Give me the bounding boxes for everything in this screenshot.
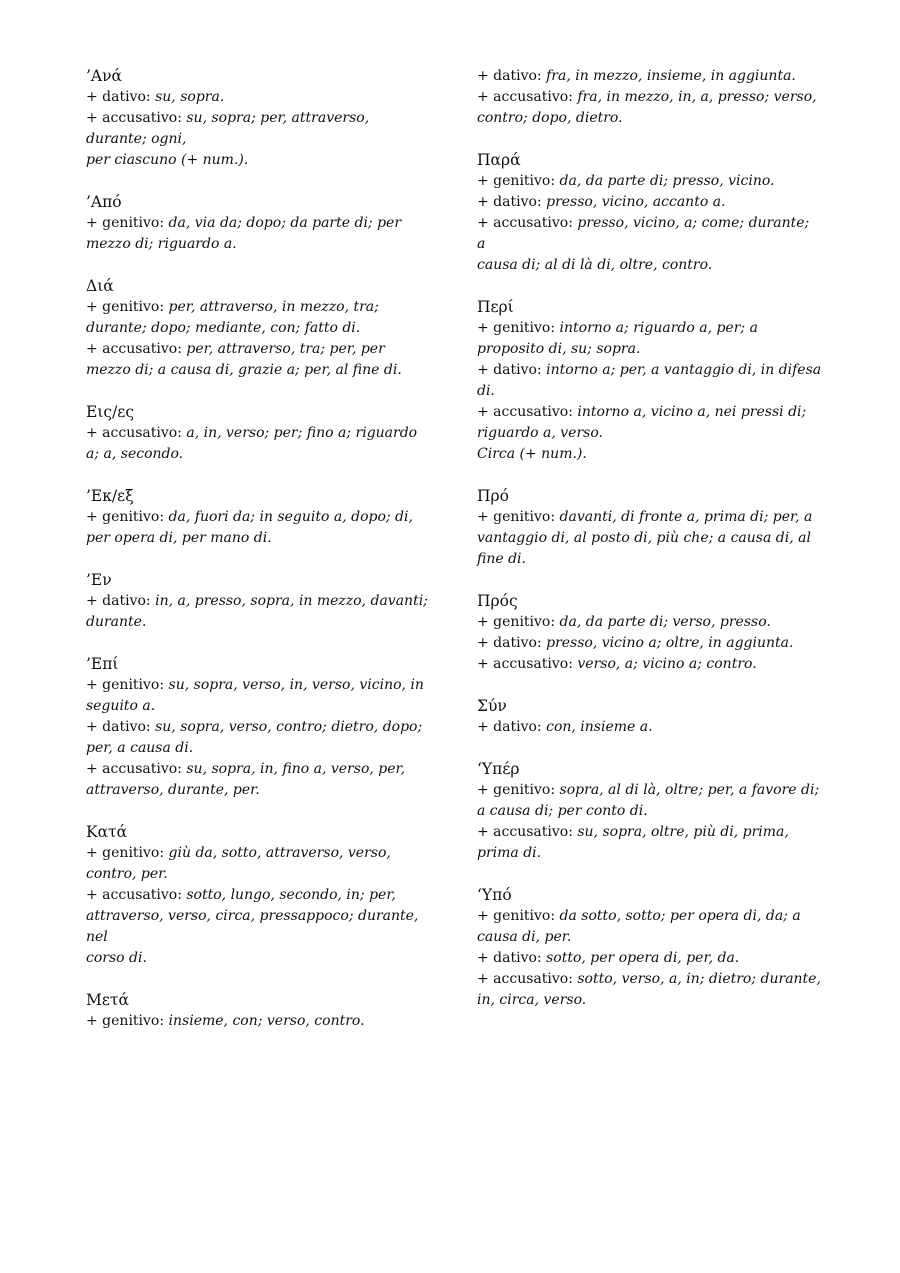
right-column [477, 66, 822, 1032]
meaning-gloss: da, via da; dopo; da parte di; per [168, 215, 402, 231]
meaning-gloss: vantaggio di, al posto di, più che; a causa di, al [477, 530, 811, 546]
meaning-line [86, 948, 431, 969]
meaning-gloss: per, a causa di. [86, 740, 194, 756]
meaning-line [86, 696, 431, 717]
case-label: + accusativo: [477, 971, 573, 987]
meaning-line [477, 948, 822, 969]
case-label: + genitivo: [86, 215, 165, 231]
meaning-line [86, 423, 431, 444]
meaning-gloss: per, attraverso, tra; per, per [186, 341, 385, 357]
meaning-gloss: su, sopra; per, attraverso, [186, 110, 370, 126]
case-label: + genitivo: [477, 782, 556, 798]
meaning-line [86, 87, 431, 108]
case-label: + genitivo: [86, 677, 165, 693]
meaning-gloss: a, in, verso; per; fino a; riguardo [186, 425, 418, 441]
meaning-gloss: contro, per. [86, 866, 168, 882]
meaning-gloss: prima di. [477, 845, 542, 861]
preposition-entry [86, 654, 431, 801]
case-label: + genitivo: [477, 320, 556, 336]
meaning-line [477, 108, 822, 129]
meaning-gloss: causa di; al di là di, oltre, contro. [477, 257, 713, 273]
meaning-line [86, 213, 431, 234]
preposition-headword: ’Από [86, 193, 122, 211]
preposition-entry [86, 192, 431, 255]
meaning-gloss: davanti, di fronte a, prima di; per, a [559, 509, 813, 525]
meaning-gloss: durante; ogni, [86, 131, 187, 147]
meaning-line [86, 843, 431, 864]
meaning-gloss: in, a, presso, sopra, in mezzo, davanti; [155, 593, 428, 609]
meaning-line [477, 906, 822, 927]
meaning-gloss: contro; dopo, dietro. [477, 110, 623, 126]
meaning-line [86, 885, 431, 906]
preposition-entry [477, 486, 822, 570]
meaning-line [477, 843, 822, 864]
preposition-entry [86, 570, 431, 633]
case-label: + accusativo: [86, 110, 182, 126]
meaning-gloss: seguito a. [86, 698, 156, 714]
preposition-entry [477, 66, 822, 129]
meaning-gloss: a causa di; per conto di. [477, 803, 648, 819]
meaning-gloss: verso, a; vicino a; contro. [577, 656, 757, 672]
meaning-line [477, 822, 822, 843]
case-label: + accusativo: [86, 425, 182, 441]
case-label: + dativo: [477, 950, 542, 966]
meaning-line [477, 654, 822, 675]
meaning-gloss: fra, in mezzo, in, a, presso; verso, [577, 89, 817, 105]
preposition-headword: Διά [86, 277, 114, 295]
meaning-line [86, 150, 431, 171]
meaning-line [86, 612, 431, 633]
meaning-line [86, 360, 431, 381]
meaning-line [86, 108, 431, 129]
case-label: + dativo: [477, 635, 542, 651]
preposition-entry [477, 150, 822, 276]
case-label: + genitivo: [477, 173, 556, 189]
meaning-line [86, 507, 431, 528]
preposition-entry [477, 885, 822, 1011]
meaning-gloss: fine di. [477, 551, 526, 567]
meaning-line [86, 780, 431, 801]
meaning-gloss: sotto, verso, a, in; dietro; durante, [577, 971, 821, 987]
meaning-line [477, 633, 822, 654]
preposition-headword: Πρός [477, 592, 518, 610]
meaning-line [477, 360, 822, 381]
meaning-gloss: presso, vicino, accanto a. [546, 194, 726, 210]
meaning-line [477, 402, 822, 423]
preposition-entry [86, 66, 431, 171]
meaning-line [86, 318, 431, 339]
preposition-entry [86, 276, 431, 381]
meaning-line [477, 381, 822, 402]
meaning-line [86, 129, 431, 150]
meaning-line [477, 66, 822, 87]
meaning-line [477, 927, 822, 948]
meaning-gloss: corso di. [86, 950, 147, 966]
case-label: + dativo: [477, 362, 542, 378]
preposition-entry [86, 402, 431, 465]
meaning-gloss: sopra, al di là, oltre; per, a favore di; [559, 782, 820, 798]
meaning-gloss: per, attraverso, in mezzo, tra; [168, 299, 379, 315]
left-column [86, 66, 431, 1053]
case-label: + dativo: [86, 89, 151, 105]
meaning-gloss: da sotto, sotto; per opera di, da; a [559, 908, 801, 924]
case-label: + genitivo: [86, 299, 165, 315]
case-label: + dativo: [86, 593, 151, 609]
case-label: + accusativo: [86, 761, 182, 777]
meaning-line [477, 507, 822, 528]
meaning-gloss: causa di, per. [477, 929, 572, 945]
preposition-entry [477, 759, 822, 864]
case-label: + accusativo: [86, 887, 182, 903]
meaning-line [477, 549, 822, 570]
meaning-line [477, 213, 822, 255]
preposition-headword: ’Ανά [86, 67, 123, 85]
preposition-headword: ‘Υπό [477, 886, 512, 904]
case-label: + genitivo: [86, 845, 165, 861]
meaning-gloss: su, sopra, verso, in, verso, vicino, in [168, 677, 424, 693]
meaning-gloss: fra, in mezzo, insieme, in aggiunta. [546, 68, 796, 84]
meaning-line [477, 528, 822, 549]
preposition-headword: ’Επί [86, 655, 119, 673]
preposition-headword: Μετά [86, 991, 129, 1009]
meaning-line [477, 87, 822, 108]
meaning-gloss: proposito di, su; sopra. [477, 341, 641, 357]
meaning-line [477, 255, 822, 276]
preposition-headword: ‘Υπέρ [477, 760, 520, 778]
meaning-gloss: per ciascuno (+ num.). [86, 152, 249, 168]
meaning-gloss: da, da parte di; presso, vicino. [559, 173, 775, 189]
meaning-gloss: intorno a, vicino a, nei pressi di; [577, 404, 807, 420]
meaning-line [477, 339, 822, 360]
case-label: + accusativo: [477, 404, 573, 420]
meaning-gloss: attraverso, durante, per. [86, 782, 260, 798]
meaning-line [86, 591, 431, 612]
meaning-line [86, 864, 431, 885]
meaning-line [477, 612, 822, 633]
meaning-line [477, 969, 822, 990]
meaning-line [86, 528, 431, 549]
preposition-entry [86, 486, 431, 549]
preposition-entry [477, 297, 822, 465]
meaning-gloss: mezzo di; riguardo a. [86, 236, 237, 252]
case-label: + genitivo: [86, 509, 165, 525]
meaning-gloss: sotto, lungo, secondo, in; per, [186, 887, 396, 903]
meaning-line [477, 171, 822, 192]
meaning-line [86, 297, 431, 318]
meaning-gloss: con, insieme a. [546, 719, 653, 735]
meaning-gloss: su, sopra, in, fino a, verso, per, [186, 761, 406, 777]
case-label: + accusativo: [477, 89, 573, 105]
meaning-gloss: su, sopra. [155, 89, 225, 105]
case-label: + genitivo: [477, 509, 556, 525]
meaning-gloss: attraverso, verso, circa, pressappoco; durante, nel [86, 908, 419, 945]
meaning-gloss: Circa (+ num.). [477, 446, 587, 462]
meaning-gloss: su, sopra, verso, contro; dietro, dopo; [155, 719, 423, 735]
meaning-line [477, 780, 822, 801]
meaning-line [86, 444, 431, 465]
preposition-entry [477, 591, 822, 675]
meaning-line [477, 801, 822, 822]
meaning-line [86, 906, 431, 948]
case-label: + accusativo: [477, 656, 573, 672]
meaning-line [86, 717, 431, 738]
meaning-gloss: intorno a; per, a vantaggio di, in difesa [546, 362, 822, 378]
meaning-line [86, 1011, 431, 1032]
case-label: + dativo: [477, 68, 542, 84]
meaning-gloss: durante; dopo; mediante, con; fatto di. [86, 320, 361, 336]
case-label: + dativo: [477, 194, 542, 210]
meaning-gloss: giù da, sotto, attraverso, verso, [168, 845, 391, 861]
meaning-gloss: durante. [86, 614, 147, 630]
meaning-gloss: presso, vicino, a; come; durante; a [477, 215, 810, 252]
preposition-headword: Παρά [477, 151, 521, 169]
meaning-line [477, 318, 822, 339]
meaning-gloss: su, sopra, oltre, più di, prima, [577, 824, 789, 840]
preposition-headword: Σύν [477, 697, 507, 715]
preposition-entry [86, 822, 431, 969]
meaning-gloss: presso, vicino a; oltre, in aggiunta. [546, 635, 794, 651]
preposition-headword: Κατά [86, 823, 128, 841]
meaning-gloss: insieme, con; verso, contro. [168, 1013, 365, 1029]
meaning-line [477, 192, 822, 213]
meaning-gloss: mezzo di; a causa di, grazie a; per, al fine di. [86, 362, 402, 378]
meaning-line [86, 234, 431, 255]
meaning-line [477, 444, 822, 465]
meaning-line [477, 423, 822, 444]
case-label: + accusativo: [477, 215, 573, 231]
meaning-gloss: in, circa, verso. [477, 992, 587, 1008]
meaning-line [86, 759, 431, 780]
case-label: + genitivo: [86, 1013, 165, 1029]
meaning-gloss: riguardo a, verso. [477, 425, 603, 441]
preposition-headword: Περί [477, 298, 514, 316]
meaning-line [86, 675, 431, 696]
meaning-line [86, 339, 431, 360]
preposition-headword: Εις/ες [86, 403, 135, 421]
meaning-gloss: intorno a; riguardo a, per; a [559, 320, 758, 336]
meaning-line [86, 738, 431, 759]
case-label: + accusativo: [477, 824, 573, 840]
meaning-gloss: sotto, per opera di, per, da. [546, 950, 740, 966]
case-label: + genitivo: [477, 908, 556, 924]
preposition-headword: Πρό [477, 487, 509, 505]
meaning-gloss: a; a, secondo. [86, 446, 184, 462]
case-label: + dativo: [477, 719, 542, 735]
case-label: + dativo: [86, 719, 151, 735]
preposition-headword: ’Εκ/εξ [86, 487, 134, 505]
meaning-gloss: di. [477, 383, 495, 399]
meaning-gloss: per opera di, per mano di. [86, 530, 272, 546]
meaning-line [477, 990, 822, 1011]
preposition-entry [477, 696, 822, 738]
case-label: + accusativo: [86, 341, 182, 357]
preposition-headword: ’Εν [86, 571, 112, 589]
meaning-gloss: da, fuori da; in seguito a, dopo; di, [168, 509, 413, 525]
meaning-line [477, 717, 822, 738]
meaning-gloss: da, da parte di; verso, presso. [559, 614, 771, 630]
preposition-entry [86, 990, 431, 1032]
case-label: + genitivo: [477, 614, 556, 630]
